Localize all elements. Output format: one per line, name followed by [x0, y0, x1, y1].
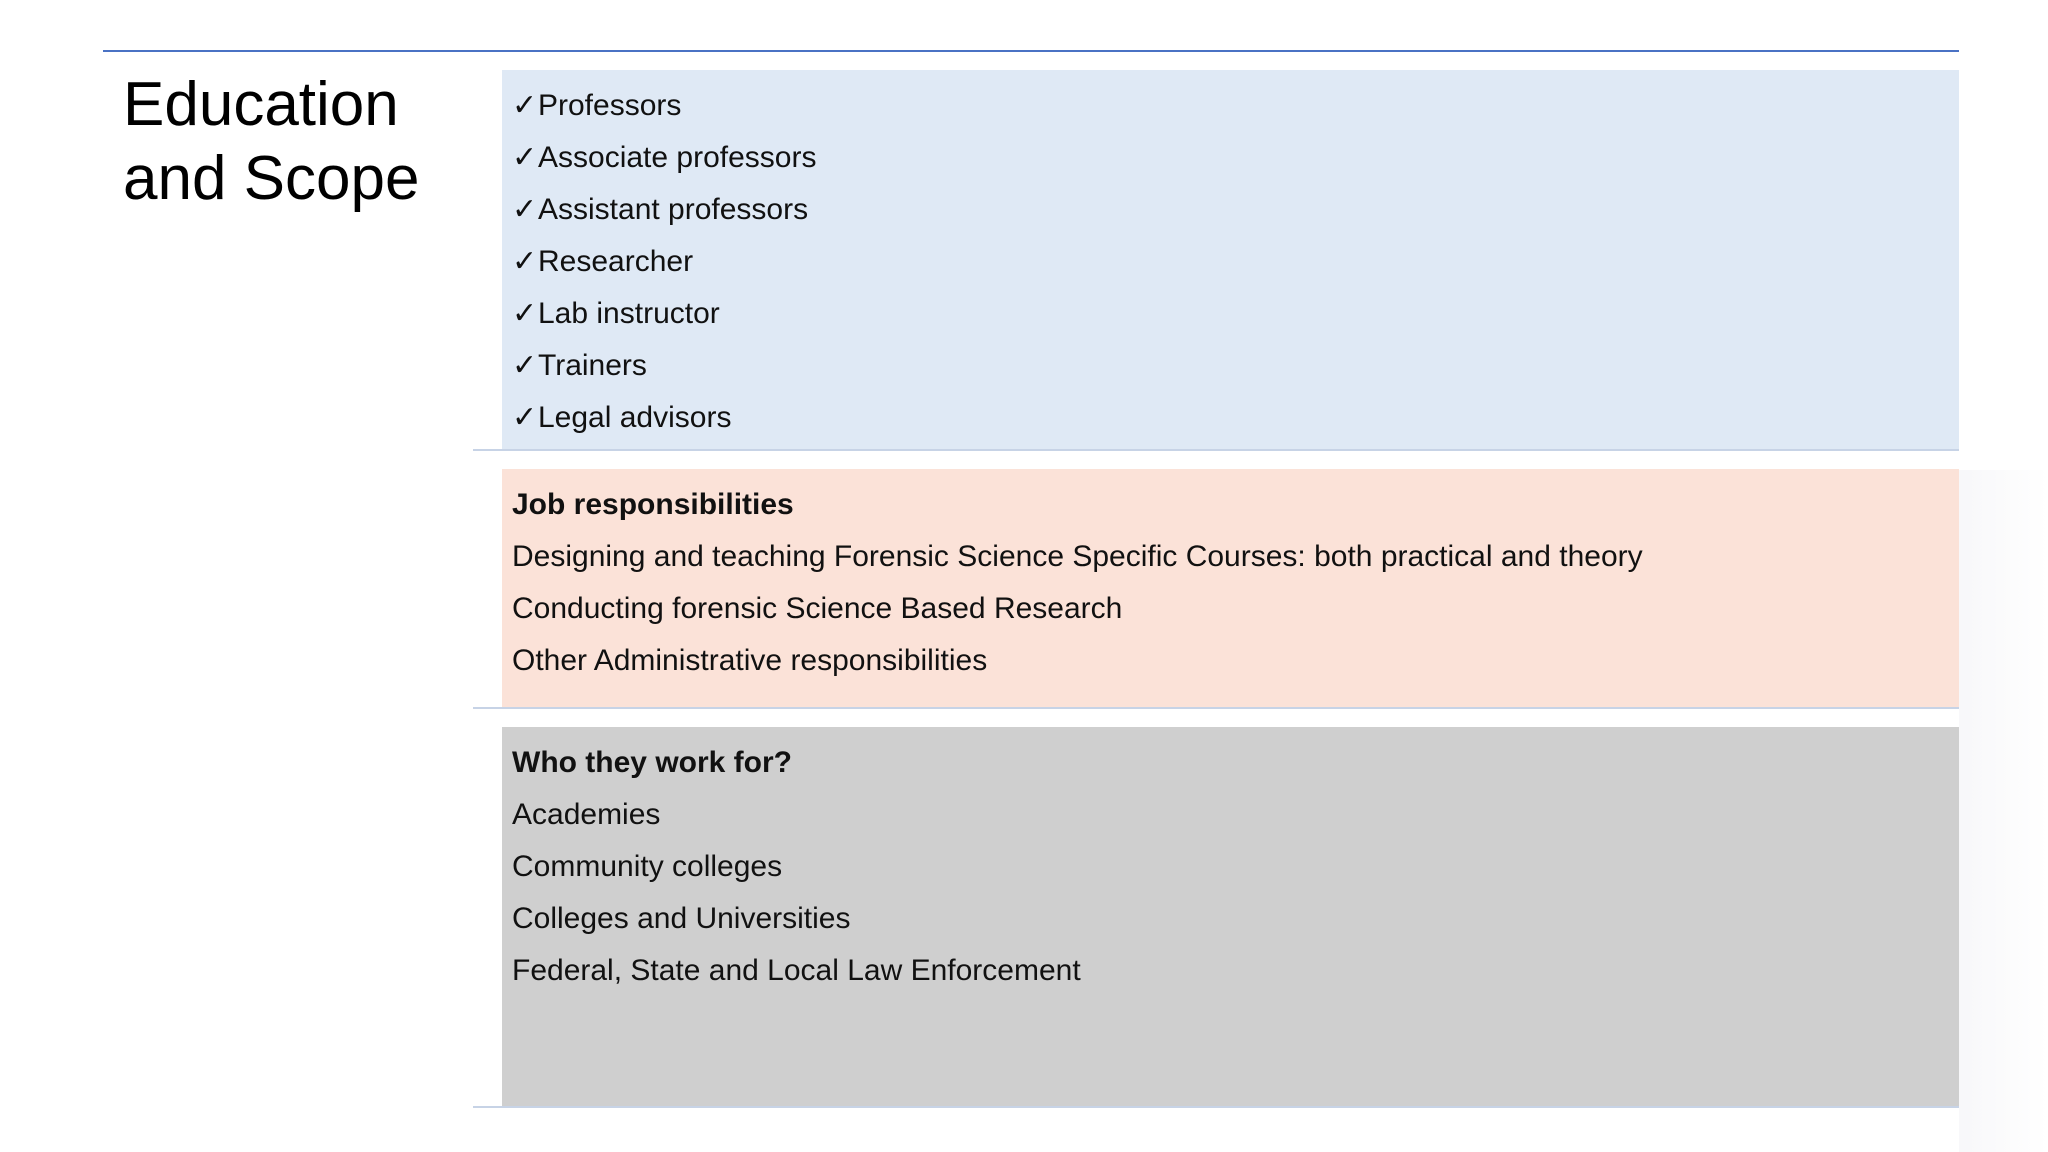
roles-panel [502, 70, 1959, 449]
employer-item: Community colleges [512, 850, 783, 883]
role-item [512, 184, 1949, 236]
role-item [512, 288, 1949, 340]
responsibility-item: Other Administrative responsibilities [512, 644, 988, 677]
employer-item: Academies [512, 798, 661, 831]
role-item [512, 80, 1949, 132]
role-item [512, 132, 1949, 184]
employers-panel [502, 727, 1959, 1106]
checkmark-icon: ✓ [512, 245, 538, 278]
section-divider [473, 707, 1959, 709]
role-label: Trainers [538, 349, 647, 382]
employers-heading: Who they work for? [512, 746, 792, 779]
edge-shadow [1959, 470, 2048, 1152]
responsibility-item: Designing and teaching Forensic Science Specific Courses: both practical and theory [512, 540, 1643, 573]
title-rule [103, 50, 1959, 52]
checkmark-icon: ✓ [512, 141, 538, 174]
role-item [512, 236, 1949, 288]
role-label: Legal advisors [538, 401, 732, 434]
checkmark-icon: ✓ [512, 193, 538, 226]
slide-title-line-1: Education [123, 70, 399, 139]
checkmark-icon: ✓ [512, 297, 538, 330]
role-label: Assistant professors [538, 193, 809, 226]
slide-title [123, 68, 463, 216]
role-label: Lab instructor [538, 297, 720, 330]
role-item [512, 340, 1949, 392]
role-label: Researcher [538, 245, 694, 278]
checkmark-icon: ✓ [512, 89, 538, 122]
role-label: Professors [538, 89, 682, 122]
checkmark-icon: ✓ [512, 349, 538, 382]
role-item [512, 392, 1949, 444]
employer-item: Federal, State and Local Law Enforcement [512, 954, 1081, 987]
section-divider [473, 1106, 1959, 1108]
responsibility-item: Conducting forensic Science Based Research [512, 592, 1123, 625]
responsibilities-heading: Job responsibilities [512, 488, 794, 521]
checkmark-icon: ✓ [512, 401, 538, 434]
slide-title-line-2: and Scope [123, 144, 420, 213]
employer-item: Colleges and Universities [512, 902, 851, 935]
role-label: Associate professors [538, 141, 817, 174]
responsibilities-panel [502, 469, 1959, 707]
section-divider [473, 449, 1959, 451]
